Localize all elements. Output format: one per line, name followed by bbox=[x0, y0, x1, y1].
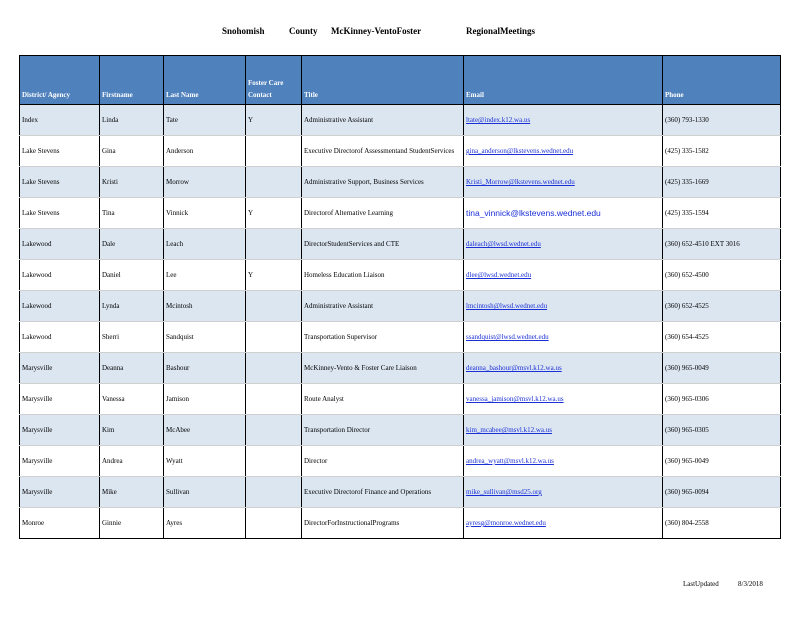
cell-email bbox=[464, 446, 663, 477]
cell-district: Lakewood bbox=[20, 260, 100, 291]
cell-district: Marysville bbox=[20, 446, 100, 477]
cell-firstname: Deanna bbox=[100, 353, 164, 384]
table-row bbox=[20, 415, 781, 446]
cell-foster-care bbox=[246, 477, 302, 508]
cell-firstname: Tina bbox=[100, 198, 164, 229]
cell-foster-care bbox=[246, 446, 302, 477]
table-body bbox=[20, 105, 781, 539]
cell-email bbox=[464, 198, 663, 229]
cell-phone: (360) 793-1330 bbox=[663, 105, 781, 136]
cell-phone: (425) 335-1669 bbox=[663, 167, 781, 198]
cell-lastname: Sandquist bbox=[164, 322, 246, 353]
cell-phone: (360) 652-4525 bbox=[663, 291, 781, 322]
cell-lastname: Mcintosh bbox=[164, 291, 246, 322]
cell-foster-care bbox=[246, 229, 302, 260]
col-title: Title bbox=[302, 56, 464, 105]
cell-phone: (425) 335-1594 bbox=[663, 198, 781, 229]
cell-firstname: Linda bbox=[100, 105, 164, 136]
cell-firstname: Daniel bbox=[100, 260, 164, 291]
cell-district: Lakewood bbox=[20, 291, 100, 322]
email-link[interactable]: dlee@lwsd.wednet.edu bbox=[466, 271, 532, 279]
cell-foster-care: Y bbox=[246, 198, 302, 229]
email-link[interactable]: deanna_bashour@msvl.k12.wa.us bbox=[466, 364, 562, 372]
table-row bbox=[20, 291, 781, 322]
cell-foster-care bbox=[246, 353, 302, 384]
cell-phone: (360) 652-4510 EXT 3016 bbox=[663, 229, 781, 260]
cell-lastname: Leach bbox=[164, 229, 246, 260]
cell-district: Lakewood bbox=[20, 229, 100, 260]
title-meetings: RegionalMeetings bbox=[466, 26, 535, 36]
document-title bbox=[0, 26, 800, 40]
cell-firstname: Lynda bbox=[100, 291, 164, 322]
table-row bbox=[20, 384, 781, 415]
cell-lastname: Vinnick bbox=[164, 198, 246, 229]
cell-district: Lake Stevens bbox=[20, 198, 100, 229]
cell-lastname: Wyatt bbox=[164, 446, 246, 477]
email-link[interactable]: ltate@index.k12.wa.us bbox=[466, 116, 531, 124]
email-link[interactable]: lmcintosh@lwsd.wednet.edu bbox=[466, 302, 548, 310]
cell-lastname: Sullivan bbox=[164, 477, 246, 508]
cell-firstname: Ginnie bbox=[100, 508, 164, 539]
cell-foster-care bbox=[246, 136, 302, 167]
cell-title: Executive Directorof Finance and Operations bbox=[302, 477, 464, 508]
cell-foster-care: Y bbox=[246, 260, 302, 291]
table-row bbox=[20, 353, 781, 384]
cell-lastname: McAbee bbox=[164, 415, 246, 446]
title-program: McKinney-VentoFoster bbox=[331, 26, 422, 36]
table-row bbox=[20, 198, 781, 229]
cell-email bbox=[464, 260, 663, 291]
cell-firstname: Dale bbox=[100, 229, 164, 260]
cell-title: Administrative Assistant bbox=[302, 291, 464, 322]
cell-foster-care bbox=[246, 291, 302, 322]
cell-foster-care bbox=[246, 167, 302, 198]
table-row bbox=[20, 477, 781, 508]
cell-title: Executive Directorof Assessmentand StudentServices bbox=[302, 136, 464, 167]
email-link[interactable]: kim_mcabee@msvl.k12.wa.us bbox=[466, 426, 552, 434]
cell-lastname: Tate bbox=[164, 105, 246, 136]
email-link[interactable]: ayresg@monroe.wednet.edu bbox=[466, 519, 546, 527]
title-county: Snohomish bbox=[222, 26, 265, 36]
cell-firstname: Andrea bbox=[100, 446, 164, 477]
email-link[interactable]: vanessa_jamison@msvl.k12.wa.us bbox=[466, 395, 564, 403]
cell-phone: (360) 652-4500 bbox=[663, 260, 781, 291]
cell-foster-care: Y bbox=[246, 105, 302, 136]
cell-email bbox=[464, 508, 663, 539]
cell-email bbox=[464, 136, 663, 167]
cell-phone: (360) 965-0094 bbox=[663, 477, 781, 508]
table-row bbox=[20, 260, 781, 291]
title-county-word: County bbox=[289, 26, 318, 36]
cell-email bbox=[464, 322, 663, 353]
cell-email bbox=[464, 477, 663, 508]
cell-phone: (360) 965-0306 bbox=[663, 384, 781, 415]
cell-title: Director bbox=[302, 446, 464, 477]
table-row bbox=[20, 229, 781, 260]
email-link[interactable]: gina_anderson@lkstevens.wednet.edu bbox=[466, 147, 574, 155]
table-header bbox=[20, 56, 781, 105]
cell-title: Transportation Supervisor bbox=[302, 322, 464, 353]
cell-district: Marysville bbox=[20, 415, 100, 446]
email-link[interactable]: Kristi_Morrow@lkstevens.wednet.edu bbox=[466, 178, 575, 186]
col-foster-care: Foster Care Contact bbox=[246, 56, 302, 105]
cell-foster-care bbox=[246, 508, 302, 539]
cell-title: DirectorStudentServices and CTE bbox=[302, 229, 464, 260]
cell-district: Monroe bbox=[20, 508, 100, 539]
cell-email bbox=[464, 105, 663, 136]
table-row bbox=[20, 322, 781, 353]
email-link[interactable]: mike_sullivan@msd25.org bbox=[466, 488, 542, 496]
cell-phone: (360) 654-4525 bbox=[663, 322, 781, 353]
cell-district: Marysville bbox=[20, 477, 100, 508]
col-phone: Phone bbox=[663, 56, 781, 105]
cell-lastname: Bashour bbox=[164, 353, 246, 384]
cell-foster-care bbox=[246, 415, 302, 446]
cell-district: Marysville bbox=[20, 384, 100, 415]
cell-firstname: Mike bbox=[100, 477, 164, 508]
last-updated-date: 8/3/2018 bbox=[738, 580, 763, 588]
cell-title: Directorof Alternative Learning bbox=[302, 198, 464, 229]
cell-email bbox=[464, 291, 663, 322]
cell-lastname: Lee bbox=[164, 260, 246, 291]
header-row bbox=[20, 56, 781, 105]
cell-phone: (360) 965-0049 bbox=[663, 353, 781, 384]
table-row bbox=[20, 105, 781, 136]
cell-email bbox=[464, 384, 663, 415]
table-row bbox=[20, 136, 781, 167]
cell-firstname: Kim bbox=[100, 415, 164, 446]
email-link[interactable]: daleach@lwsd.wednet.edu bbox=[466, 240, 541, 248]
cell-phone: (425) 335-1582 bbox=[663, 136, 781, 167]
col-district: District/ Agency bbox=[20, 56, 100, 105]
cell-phone: (360) 804-2558 bbox=[663, 508, 781, 539]
email-link[interactable]: tina_vinnick@lkstevens.wednet.edu bbox=[466, 207, 601, 218]
cell-firstname: Kristi bbox=[100, 167, 164, 198]
cell-district: Lakewood bbox=[20, 322, 100, 353]
cell-firstname: Vanessa bbox=[100, 384, 164, 415]
col-lastname: Last Name bbox=[164, 56, 246, 105]
cell-foster-care bbox=[246, 322, 302, 353]
cell-email bbox=[464, 353, 663, 384]
cell-lastname: Jamison bbox=[164, 384, 246, 415]
cell-title: Administrative Assistant bbox=[302, 105, 464, 136]
cell-district: Marysville bbox=[20, 353, 100, 384]
table-row bbox=[20, 167, 781, 198]
cell-district: Lake Stevens bbox=[20, 167, 100, 198]
cell-district: Lake Stevens bbox=[20, 136, 100, 167]
col-email: Email bbox=[464, 56, 663, 105]
cell-title: McKinney-Vento & Foster Care Liaison bbox=[302, 353, 464, 384]
email-link[interactable]: andrea_wyatt@msvl.k12.wa.us bbox=[466, 457, 554, 465]
cell-lastname: Anderson bbox=[164, 136, 246, 167]
table-row bbox=[20, 446, 781, 477]
cell-title: Transportation Director bbox=[302, 415, 464, 446]
cell-title: Administrative Support, Business Services bbox=[302, 167, 464, 198]
cell-email bbox=[464, 415, 663, 446]
cell-email bbox=[464, 229, 663, 260]
contacts-table bbox=[19, 55, 781, 539]
cell-title: DirectorForInstructionalPrograms bbox=[302, 508, 464, 539]
cell-firstname: Gina bbox=[100, 136, 164, 167]
cell-title: Route Analyst bbox=[302, 384, 464, 415]
col-firstname: Firstname bbox=[100, 56, 164, 105]
cell-district: Index bbox=[20, 105, 100, 136]
cell-firstname: Sherri bbox=[100, 322, 164, 353]
email-link[interactable]: ssandquist@lwsd.wednet.edu bbox=[466, 333, 549, 341]
cell-phone: (360) 965-0305 bbox=[663, 415, 781, 446]
table-row bbox=[20, 508, 781, 539]
cell-phone: (360) 965-0049 bbox=[663, 446, 781, 477]
cell-lastname: Ayres bbox=[164, 508, 246, 539]
last-updated-label: LastUpdated bbox=[683, 580, 719, 588]
cell-email bbox=[464, 167, 663, 198]
cell-lastname: Morrow bbox=[164, 167, 246, 198]
cell-foster-care bbox=[246, 384, 302, 415]
cell-title: Homeless Education Liaison bbox=[302, 260, 464, 291]
